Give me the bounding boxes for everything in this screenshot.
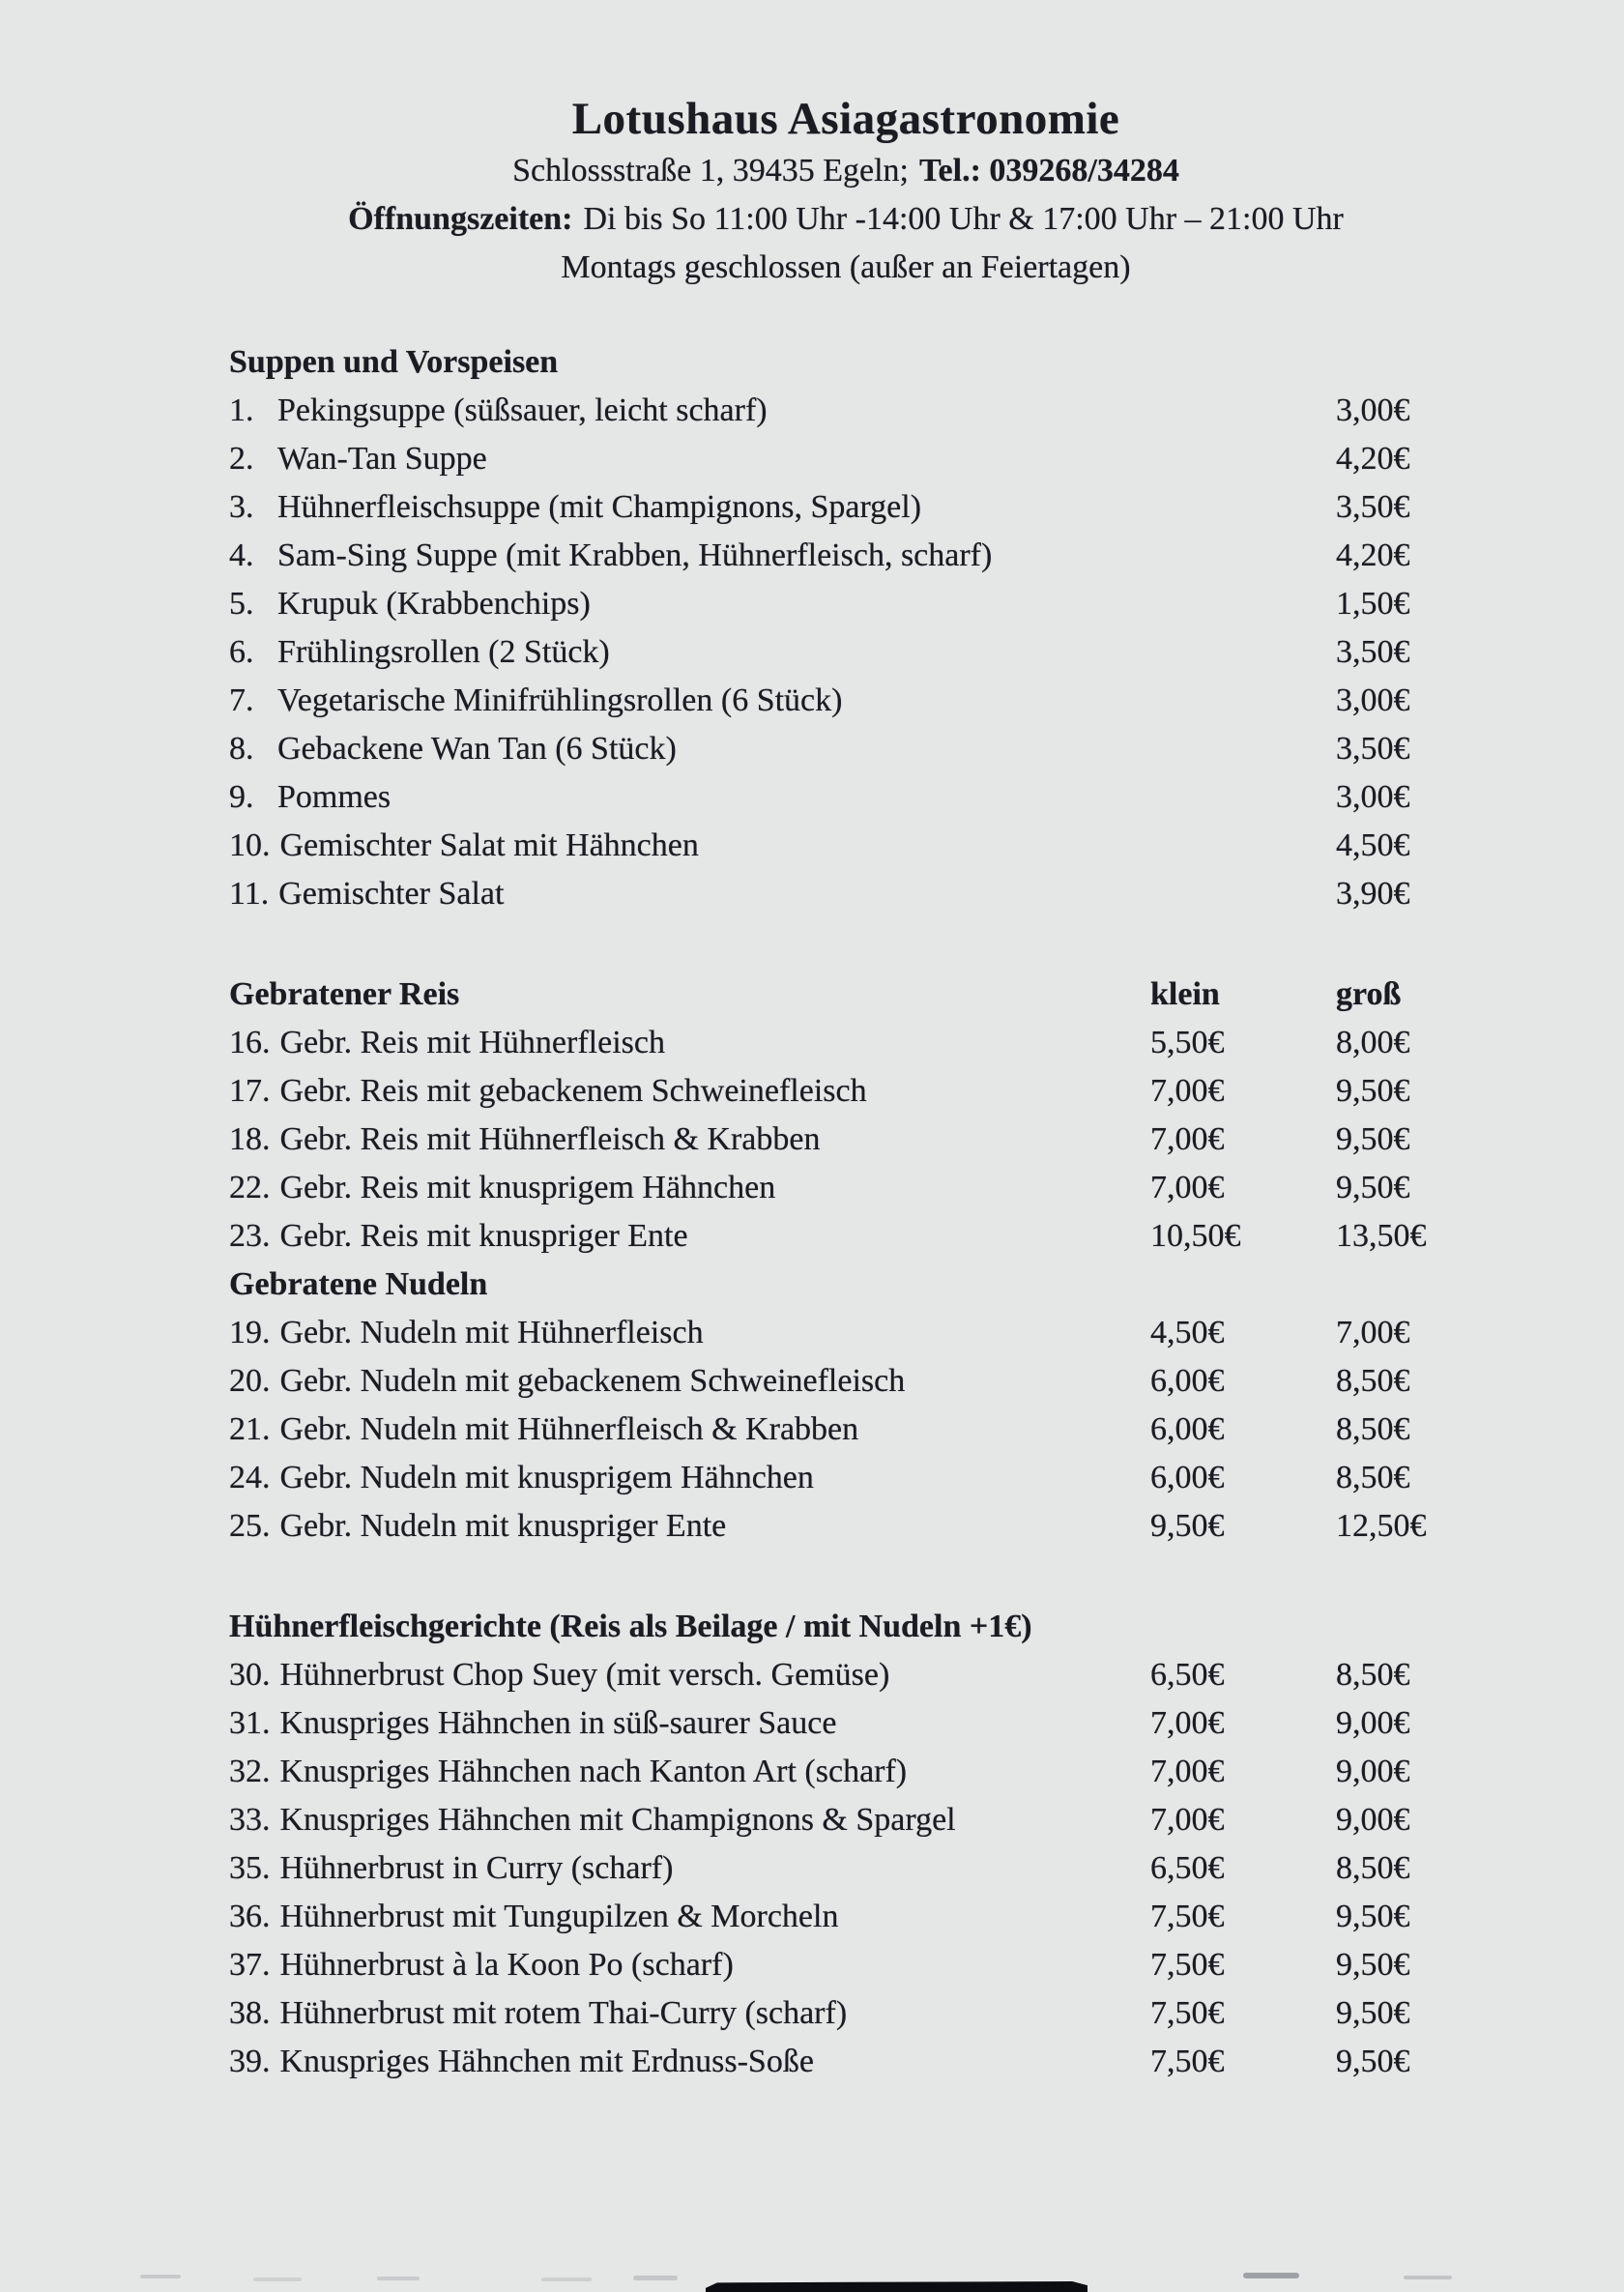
menu-section — [0, 971, 1624, 1261]
scan-artifact-smudge — [1404, 2276, 1452, 2279]
item-name: Gebr. Nudeln mit Hühnerfleisch — [279, 1315, 704, 1350]
item-number: 30. — [229, 1657, 271, 1693]
item-name: Hühnerbrust mit Tungupilzen & Morcheln — [279, 1899, 839, 1934]
item-name: Gebr. Reis mit knuspriger Ente — [279, 1218, 688, 1254]
section-heading-row — [0, 971, 1624, 1019]
item-name: Hühnerbrust à la Koon Po (scharf) — [279, 1947, 734, 1983]
item-price-large: 9,50€ — [1336, 1073, 1410, 1109]
item-name: Knuspriges Hähnchen nach Kanton Art (scharf) — [279, 1754, 908, 1789]
item-number: 4. — [229, 537, 254, 573]
item-name: Gebr. Nudeln mit gebackenem Schweinefleisch — [279, 1363, 906, 1399]
item-price: 3,90€ — [1336, 876, 1410, 912]
menu-item-row — [0, 1164, 1624, 1212]
opening-hours-line — [34, 195, 1624, 244]
scan-artifact-smudge — [633, 2276, 678, 2280]
phone-text: Tel.: 039268/34284 — [918, 153, 1179, 189]
item-price-large: 9,00€ — [1336, 1802, 1410, 1838]
closed-note: Montags geschlossen (außer an Feiertagen) — [561, 249, 1131, 285]
item-number: 3. — [229, 489, 254, 525]
item-price-small: 7,00€ — [1150, 1705, 1225, 1741]
item-price-large: 7,00€ — [1336, 1315, 1410, 1350]
menu-item-row — [0, 1309, 1624, 1357]
scan-artifact-smudge — [253, 2277, 302, 2281]
item-number: 38. — [229, 1995, 271, 2031]
item-number: 22. — [229, 1170, 271, 1205]
item-number: 16. — [229, 1025, 271, 1060]
item-price-small: 6,00€ — [1150, 1460, 1225, 1495]
item-price: 1,50€ — [1336, 586, 1410, 622]
item-name: Gebr. Nudeln mit knuspriger Ente — [279, 1508, 727, 1544]
item-price: 3,50€ — [1336, 634, 1410, 670]
item-name: Hühnerbrust Chop Suey (mit versch. Gemüse) — [279, 1657, 890, 1693]
address-text: Schlossstraße 1, 39435 Egeln; — [512, 153, 909, 189]
section-heading-row — [0, 338, 1624, 387]
menu-item-row — [0, 1651, 1624, 1699]
item-name: Gemischter Salat — [278, 876, 505, 912]
menu-item-row — [0, 435, 1624, 483]
item-name: Knuspriges Hähnchen in süß-saurer Sauce — [279, 1705, 837, 1741]
item-number: 31. — [229, 1705, 271, 1741]
menu-item-row — [0, 1893, 1624, 1941]
item-price-small: 7,00€ — [1150, 1802, 1225, 1838]
menu-item-row — [0, 1989, 1624, 2038]
item-price-large: 8,50€ — [1336, 1411, 1410, 1447]
menu-section — [0, 1261, 1624, 1551]
item-name: Gebr. Reis mit knusprigem Hähnchen — [279, 1170, 776, 1205]
hours-text: Di bis So 11:00 Uhr -14:00 Uhr & 17:00 Uhr – 21:00 Uhr — [583, 201, 1344, 237]
menu-item-row — [0, 773, 1624, 822]
item-name: Gebr. Reis mit Hühnerfleisch & Krabben — [279, 1121, 821, 1157]
item-name: Pekingsuppe (süßsauer, leicht scharf) — [277, 392, 768, 428]
item-number: 5. — [229, 586, 254, 622]
item-price-small: 10,50€ — [1150, 1218, 1241, 1254]
item-price-large: 9,00€ — [1336, 1754, 1410, 1789]
item-price: 3,00€ — [1336, 392, 1410, 428]
item-price-large: 13,50€ — [1336, 1218, 1427, 1254]
menu-item-row — [0, 1454, 1624, 1502]
item-price-small: 7,50€ — [1150, 1899, 1225, 1934]
menu-item-row — [0, 725, 1624, 773]
item-price-large: 9,50€ — [1336, 1947, 1410, 1983]
item-number: 37. — [229, 1947, 271, 1983]
scan-artifact-bar — [706, 2281, 1088, 2292]
item-name: Gemischter Salat mit Hähnchen — [279, 827, 699, 863]
item-name: Hühnerfleischsuppe (mit Champignons, Spargel) — [277, 489, 922, 525]
item-price-large: 8,00€ — [1336, 1025, 1410, 1060]
menu-item-row — [0, 1699, 1624, 1748]
item-name: Gebr. Reis mit Hühnerfleisch — [279, 1025, 665, 1060]
item-number: 10. — [229, 827, 271, 863]
item-number: 39. — [229, 2044, 271, 2079]
section-heading: Suppen und Vorspeisen — [229, 344, 559, 380]
item-price-small: 9,50€ — [1150, 1508, 1225, 1544]
item-price-large: 9,50€ — [1336, 1899, 1410, 1934]
menu-item-row — [0, 1502, 1624, 1551]
menu-item-row — [0, 677, 1624, 725]
item-number: 18. — [229, 1121, 271, 1157]
item-price-large: 8,50€ — [1336, 1657, 1410, 1693]
menu-header — [34, 91, 1624, 292]
item-price: 4,20€ — [1336, 441, 1410, 477]
item-price-small: 7,50€ — [1150, 1947, 1225, 1983]
restaurant-name: Lotushaus Asiagastronomie — [571, 94, 1120, 144]
menu-item-row — [0, 387, 1624, 435]
address-line — [34, 147, 1624, 195]
section-heading: Hühnerfleischgerichte (Reis als Beilage / mit Nudeln +1€) — [229, 1609, 1032, 1644]
column-header-klein: klein — [1150, 976, 1220, 1012]
item-name: Hühnerbrust in Curry (scharf) — [279, 1850, 674, 1886]
item-price-large: 8,50€ — [1336, 1363, 1410, 1399]
item-price-large: 8,50€ — [1336, 1460, 1410, 1495]
item-price-small: 5,50€ — [1150, 1025, 1225, 1060]
item-price-large: 9,50€ — [1336, 1121, 1410, 1157]
menu-item-row — [0, 1116, 1624, 1164]
item-number: 11. — [229, 876, 270, 912]
section-heading: Gebratener Reis — [229, 976, 460, 1012]
menu-body — [0, 338, 1624, 2086]
item-price: 4,50€ — [1336, 827, 1410, 863]
item-number: 32. — [229, 1754, 271, 1789]
item-price-large: 12,50€ — [1336, 1508, 1427, 1544]
item-number: 8. — [229, 731, 254, 767]
column-header-gross: groß — [1336, 976, 1402, 1012]
menu-item-row — [0, 1406, 1624, 1454]
item-price-large: 9,00€ — [1336, 1705, 1410, 1741]
section-heading: Gebratene Nudeln — [229, 1266, 488, 1302]
item-price-small: 6,00€ — [1150, 1411, 1225, 1447]
scan-artifact-smudge — [541, 2277, 592, 2281]
item-name: Hühnerbrust mit rotem Thai-Curry (scharf) — [279, 1995, 848, 2031]
item-price: 3,50€ — [1336, 731, 1410, 767]
menu-item-row — [0, 822, 1624, 870]
item-number: 19. — [229, 1315, 271, 1350]
section-heading-row — [0, 1261, 1624, 1309]
item-price-small: 4,50€ — [1150, 1315, 1225, 1350]
menu-item-row — [0, 532, 1624, 580]
item-name: Sam-Sing Suppe (mit Krabben, Hühnerfleisch, scharf) — [277, 537, 993, 573]
item-name: Gebackene Wan Tan (6 Stück) — [277, 731, 677, 767]
item-price-small: 7,00€ — [1150, 1170, 1225, 1205]
item-name: Pommes — [277, 779, 392, 815]
menu-item-row — [0, 2038, 1624, 2086]
menu-item-row — [0, 1796, 1624, 1844]
item-price: 3,00€ — [1336, 682, 1410, 718]
item-price-small: 6,00€ — [1150, 1363, 1225, 1399]
item-price: 3,00€ — [1336, 779, 1410, 815]
item-number: 2. — [229, 441, 254, 477]
item-price-small: 6,50€ — [1150, 1657, 1225, 1693]
item-number: 25. — [229, 1508, 271, 1544]
menu-item-row — [0, 870, 1624, 918]
item-price-large: 9,50€ — [1336, 1170, 1410, 1205]
item-price-large: 9,50€ — [1336, 1995, 1410, 2031]
item-price-small: 7,00€ — [1150, 1121, 1225, 1157]
section-heading-row — [0, 1603, 1624, 1651]
item-name: Wan-Tan Suppe — [277, 441, 487, 477]
scan-artifact-smudge — [140, 2275, 181, 2278]
item-price-large: 9,50€ — [1336, 2044, 1410, 2079]
item-price-small: 6,50€ — [1150, 1850, 1225, 1886]
item-number: 33. — [229, 1802, 271, 1838]
menu-item-row — [0, 1067, 1624, 1116]
menu-item-row — [0, 1941, 1624, 1989]
menu-item-row — [0, 483, 1624, 532]
menu-section — [0, 338, 1624, 918]
menu-item-row — [0, 628, 1624, 677]
item-name: Gebr. Reis mit gebackenem Schweinefleisch — [279, 1073, 867, 1109]
item-name: Knuspriges Hähnchen mit Erdnuss-Soße — [279, 2044, 814, 2079]
item-number: 24. — [229, 1460, 271, 1495]
scan-artifact-smudge — [377, 2277, 420, 2280]
item-number: 1. — [229, 392, 254, 428]
item-name: Gebr. Nudeln mit Hühnerfleisch & Krabben — [279, 1411, 859, 1447]
item-number: 9. — [229, 779, 254, 815]
item-number: 20. — [229, 1363, 271, 1399]
item-number: 35. — [229, 1850, 271, 1886]
item-price-large: 8,50€ — [1336, 1850, 1410, 1886]
item-price: 4,20€ — [1336, 537, 1410, 573]
item-price: 3,50€ — [1336, 489, 1410, 525]
item-name: Knuspriges Hähnchen mit Champignons & Spargel — [279, 1802, 956, 1838]
item-number: 23. — [229, 1218, 271, 1254]
item-number: 7. — [229, 682, 254, 718]
scan-artifact-smudge — [1243, 2273, 1299, 2278]
menu-item-row — [0, 1357, 1624, 1406]
item-number: 21. — [229, 1411, 271, 1447]
item-number: 6. — [229, 634, 254, 670]
menu-item-row — [0, 1019, 1624, 1067]
menu-item-row — [0, 1844, 1624, 1893]
item-name: Krupuk (Krabbenchips) — [277, 586, 591, 622]
item-name: Frühlingsrollen (2 Stück) — [277, 634, 610, 670]
item-price-small: 7,00€ — [1150, 1754, 1225, 1789]
item-number: 36. — [229, 1899, 271, 1934]
item-number: 17. — [229, 1073, 271, 1109]
menu-item-row — [0, 1748, 1624, 1796]
menu-item-row — [0, 580, 1624, 628]
item-price-small: 7,50€ — [1150, 2044, 1225, 2079]
menu-item-row — [0, 1212, 1624, 1261]
item-name: Vegetarische Minifrühlingsrollen (6 Stück) — [277, 682, 843, 718]
hours-label: Öffnungszeiten: — [348, 201, 573, 237]
menu-section — [0, 1603, 1624, 2086]
item-price-small: 7,50€ — [1150, 1995, 1225, 2031]
item-price-small: 7,00€ — [1150, 1073, 1225, 1109]
item-name: Gebr. Nudeln mit knusprigem Hähnchen — [279, 1460, 814, 1495]
